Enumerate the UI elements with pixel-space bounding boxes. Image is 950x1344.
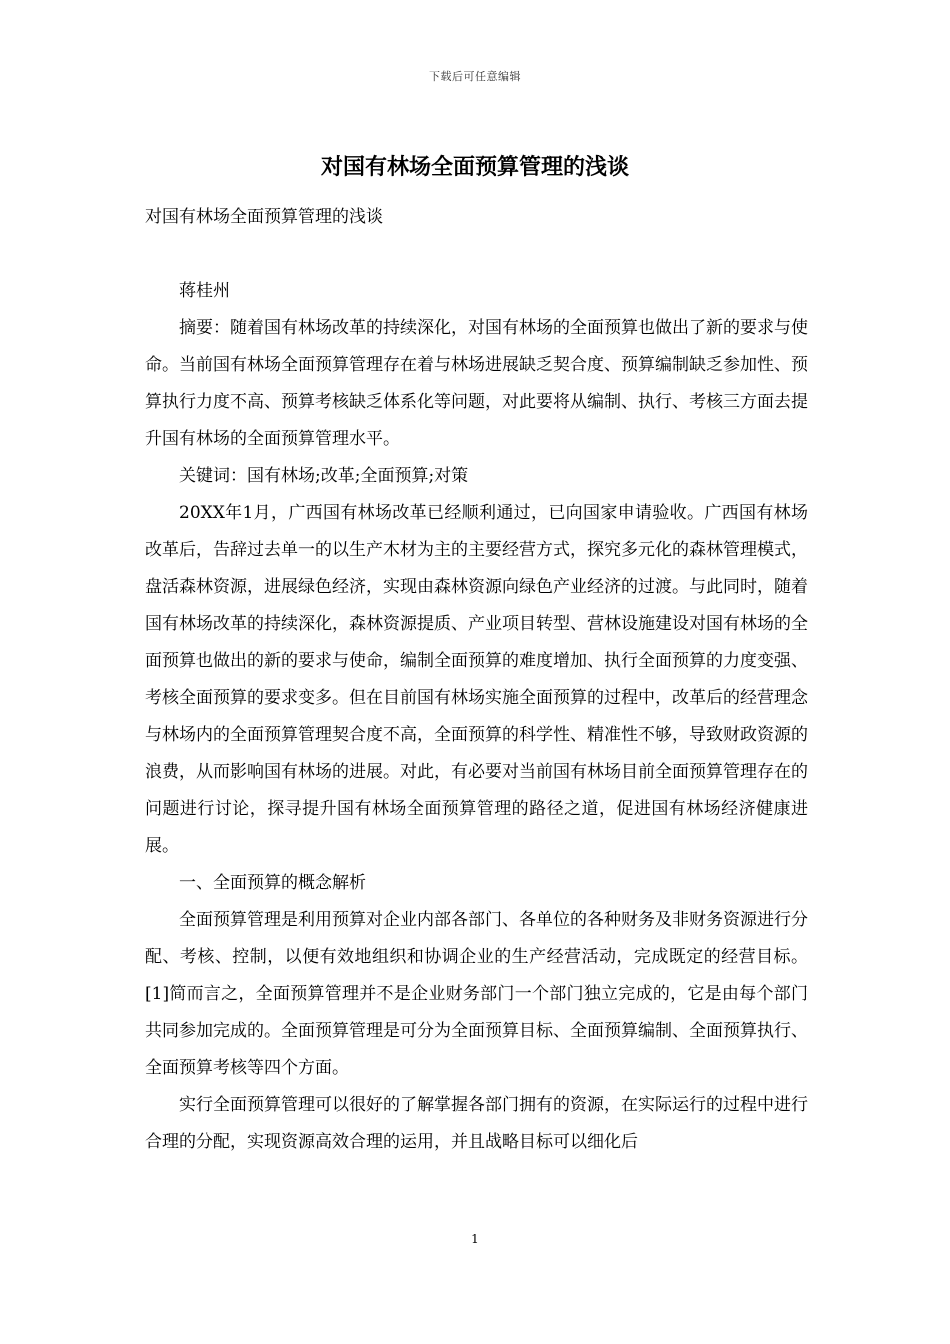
section-heading: 一、全面预算的概念解析 [179, 873, 366, 893]
keywords-line: 关键词：国有林场;改革;全面预算;对策 [179, 466, 469, 486]
abstract-paragraph: 摘要：随着国有林场改革的持续深化，对国有林场的全面预算也做出了新的要求与使命。当前国有林场全面预算管理存在着与林场进展缺乏契合度、预算编制缺乏参加性、预算执行力度不高、预算考核缺乏体系化等问题，对此要将从编制、执行、考核三方面去提升国有林场的全面预算管理水平。 [145, 318, 808, 449]
document-subtitle: 对国有林场全面预算管理的浅谈 [145, 207, 383, 227]
page-number: 1 [471, 1232, 479, 1246]
author-name: 蒋桂州 [179, 281, 230, 301]
body-paragraph: 全面预算管理是利用预算对企业内部各部门、各单位的各种财务及非财务资源进行分配、考核、控制，以便有效地组织和协调企业的生产经营活动，完成既定的经营目标。[1]简而言之，全面预算管理并不是企业财务部门一个部门独立完成的，它是由每个部门共同参加完成的。全面预算管理是可分为全面预算目标、全面预算编制、全面预算执行、全面预算考核等四个方面。 [145, 910, 808, 1078]
body-paragraph: 实行全面预算管理可以很好的了解掌握各部门拥有的资源，在实际运行的过程中进行合理的分配，实现资源高效合理的运用，并且战略目标可以细化后 [145, 1095, 808, 1152]
document-title: 对国有林场全面预算管理的浅谈 [320, 155, 629, 180]
download-note: 下载后可任意编辑 [429, 70, 521, 83]
document-body [145, 199, 808, 1161]
body-paragraph: 20XX年1月，广西国有林场改革已经顺利通过，已向国家申请验收。广西国有林场改革后，告辞过去单一的以生产木材为主的主要经营方式，探究多元化的森林管理模式，盘活森林资源，进展绿色经济，实现由森林资源向绿色产业经济的过渡。与此同时，随着国有林场改革的持续深化，森林资源提质、产业项目转型、营林设施建设对国有林场的全面预算也做出的新的要求与使命，编制全面预算的难度增加、执行全面预算的力度变强、考核全面预算的要求变多。但在目前国有林场实施全面预算的过程中，改革后的经营理念与林场内的全面预算管理契合度不高，全面预算的科学性、精准性不够，导致财政资源的浪费，从而影响国有林场的进展。对此，有必要对当前国有林场目前全面预算管理存在的问题进行讨论，探寻提升国有林场全面预算管理的路径之道，促进国有林场经济健康进展。 [145, 503, 808, 856]
